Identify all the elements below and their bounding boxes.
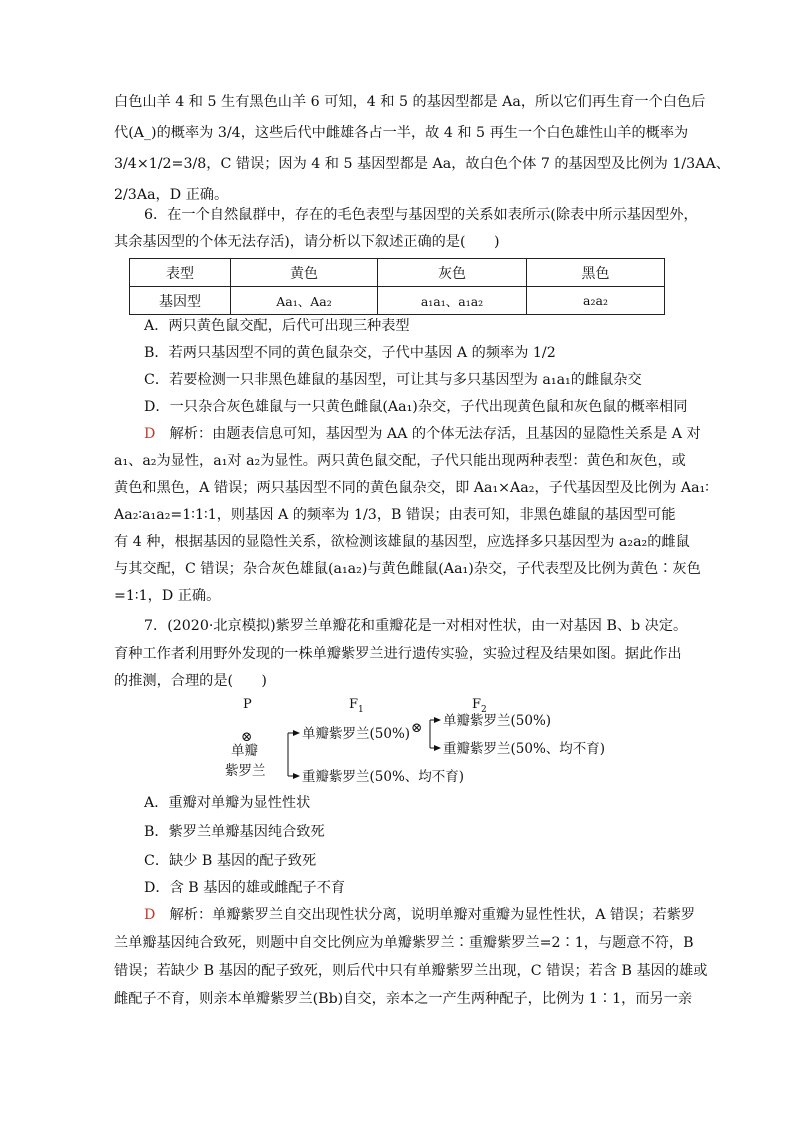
- parent-label-line-2: 紫罗兰: [225, 763, 266, 779]
- q6-analysis-line-6: 与其交配，C 错误；杂合灰色雄鼠(a₁a₂)与黄色雌鼠(Aa₁)杂交，子代表型及比例为黄色∶灰色: [114, 561, 701, 577]
- q7-option-c: C．缺少 B 基因的配子致死: [144, 853, 317, 869]
- table-cell: a₂a₂: [527, 287, 665, 315]
- q7-stem-line-3: 的推测，合理的是( ): [114, 673, 267, 689]
- f1-single-label: 单瓣紫罗兰(50%): [302, 726, 411, 742]
- parent-label-line-1: 单瓣: [231, 743, 258, 759]
- q7-analysis-line-1: [144, 906, 695, 924]
- intro-line-1: 白色山羊 4 和 5 生有黑色山羊 6 可知，4 和 5 的基因型都是 Aa，所以它们再生育一个白色后: [114, 94, 706, 110]
- intro-line-2: 代(A_)的概率为 3/4，这些后代中雌雄各占一半，故 4 和 5 再生一个白色雄性山羊的概率为: [114, 125, 689, 141]
- q6-analysis-line-3: 黄色和黑色，A 错误；两只基因型不同的黄色鼠杂交，即 Aa₁×Aa₂，子代基因型及比例为 Aa₁∶: [114, 480, 709, 496]
- f2-double-label: 重瓣紫罗兰(50%、均不育): [443, 741, 606, 757]
- table-cell: Aa₁、Aa₂: [231, 287, 378, 315]
- table-header-cell: 灰色: [378, 259, 527, 287]
- q7-analysis-line-3: 错误；若缺少 B 基因的配子致死，则后代中只有单瓣紫罗兰出现，C 错误；若含 B 基因的雄或: [114, 963, 708, 979]
- q6-stem-line-1: 6．在一个自然鼠群中，存在的毛色表型与基因型的关系如表所示(除表中所示基因型外，: [144, 207, 698, 223]
- q6-option-d: D．一只杂合灰色雄鼠与一只黄色雌鼠(Aa₁)杂交，子代出现黄色鼠和灰色鼠的概率相同: [144, 399, 688, 415]
- table-cell: a₁a₁、a₁a₂: [378, 287, 527, 315]
- intro-line-3: 3/4×1/2=3/8，C 错误；因为 4 和 5 基因型都是 Aa，故白色个体 7 的基因型及比例为 1/3AA、: [114, 156, 730, 172]
- q7-analysis-text: 解析：单瓣紫罗兰自交出现性状分离，说明单瓣对重瓣为显性性状，A 错误；若紫罗: [169, 907, 696, 923]
- generation-label-f1: $F_1$: [349, 697, 364, 715]
- intro-line-4: 2/3Aa，D 正确。: [114, 187, 229, 203]
- table-header-cell: 黄色: [231, 259, 378, 287]
- q7-option-a: A．重瓣对单瓣为显性性状: [144, 795, 311, 811]
- q7-option-b: B．紫罗兰单瓣基因纯合致死: [144, 824, 325, 840]
- table-row-label: 基因型: [130, 287, 231, 315]
- table-header-cell: 表型: [130, 259, 231, 287]
- q7-analysis-line-2: 兰单瓣基因纯合致死，则题中自交比例应为单瓣紫罗兰∶重瓣紫罗兰=2∶1，与题意不符，B: [114, 935, 694, 951]
- q6-stem-line-2: 其余基因型的个体无法存活)，请分析以下叙述正确的是( ): [114, 234, 500, 250]
- q6-answer: D: [144, 426, 156, 442]
- q7-option-d: D．含 B 基因的雄或雌配子不育: [144, 880, 346, 896]
- q6-analysis-line-2: a₁、a₂为显性，a₁对 a₂为显性。两只黄色鼠交配，子代只能出现两种表型：黄色和灰色，或: [114, 453, 686, 469]
- q7-answer: D: [144, 907, 156, 923]
- self-cross-icon: ⊗: [241, 729, 253, 745]
- q6-analysis-text: 解析：由题表信息可知，基因型为 AA 的个体无法存活，且基因的显隐性关系是 A 对: [169, 426, 701, 442]
- generation-label-p: P: [243, 697, 252, 712]
- self-cross-icon: ⊗: [411, 720, 423, 736]
- q6-analysis-line-7: =1∶1，D 正确。: [114, 588, 221, 604]
- table-header-cell: 黑色: [527, 259, 665, 287]
- q7-analysis-line-4: 雌配子不育，则亲本单瓣紫罗兰(Bb)自交，亲本之一产生两种配子，比例为 1∶1，而另一亲: [114, 991, 693, 1007]
- q6-analysis-line-4: Aa₂∶a₁a₂=1∶1∶1，则基因 A 的频率为 1/3，B 错误；由表可知，非黑色雄鼠的基因型可能: [114, 507, 676, 523]
- q6-option-c: C．若要检测一只非黑色雄鼠的基因型，可让其与多只基因型为 a₁a₁的雌鼠杂交: [144, 372, 642, 388]
- generation-label-f2: $F_2$: [472, 697, 487, 715]
- q7-stem-line-2: 育种工作者利用野外发现的一株单瓣紫罗兰进行遗传实验，实验过程及结果如图。据此作出: [114, 646, 682, 662]
- q6-option-a: A．两只黄色鼠交配，后代可出现三种表型: [144, 318, 410, 334]
- q7-stem-line-1: 7．(2020·北京模拟)紫罗兰单瓣花和重瓣花是一对相对性状，由一对基因 B、b 决定。: [144, 618, 688, 634]
- q6-option-b: B．若两只基因型不同的黄色鼠杂交，子代中基因 A 的频率为 1/2: [144, 345, 556, 361]
- f1-double-label: 重瓣紫罗兰(50%、均不育): [302, 769, 465, 785]
- f2-single-label: 单瓣紫罗兰(50%): [443, 713, 552, 729]
- q6-analysis-line-5: 有 4 种，根据基因的显隐性关系，欲检测该雄鼠的基因型，应选择多只基因型为 a₂a₂的雌鼠: [114, 534, 690, 550]
